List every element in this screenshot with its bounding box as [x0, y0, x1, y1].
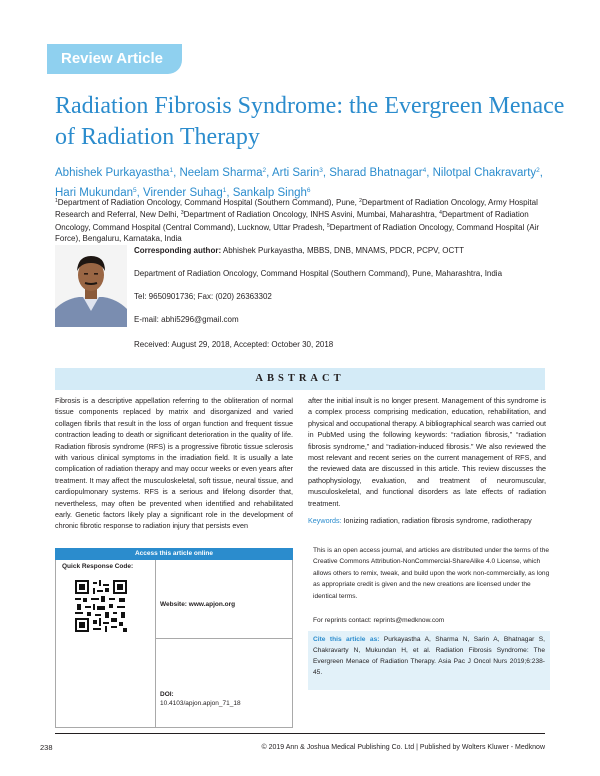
reprints-contact: For reprints contact: reprints@medknow.com: [313, 617, 445, 624]
article-type-badge: Review Article: [47, 44, 182, 74]
qr-label: Quick Response Code:: [62, 563, 134, 570]
affiliations: $^1$Department of Radiation Oncology, Command Hospital (Southern Command), Pune, $^2$Department of Radiation Oncology, Army Hospital Research and Referral, New Delhi, $^3$Department of Radiation Oncology, INHS Asvini, Mumbai, Maharashtra, $^4$Department of Radiation Oncology, Command Hospital (Central Command), Lucknow, Uttar Pradesh, $^5$Department of Radiation Oncology, Command Hospital (Air Force), Bengaluru, Karnataka, India: [55, 198, 540, 244]
access-heading: Access this article online: [55, 548, 293, 560]
doi-label: DOI:: [160, 691, 174, 698]
footer-divider: [55, 733, 545, 734]
cite-label: Cite this article as:: [313, 636, 380, 643]
publisher-footer: © 2019 Ann & Joshua Medical Publishing Co. Ltd | Published by Wolters Kluwer - Medknow: [261, 744, 545, 751]
journal-website[interactable]: Website: www.apjon.org: [160, 601, 236, 608]
doi-value[interactable]: 10.4103/apjon.apjon_71_18: [160, 700, 241, 707]
author-name: Neelam Sharma: [179, 167, 263, 179]
author-name: Hari Mukundan: [55, 187, 133, 199]
author-name: Abhishek Purkayastha: [55, 167, 170, 179]
corresponding-phone: Tel: 9650901736; Fax: (020) 26363302: [134, 292, 272, 301]
author-list: Abhishek Purkayastha$^1$, Neelam Sharma$^2$, Arti Sarin$^3$, Sharad Bhatnagar$^4$, Nilotpal Chakravarty$^2$, Hari Mukundan$^5$, Virender Suhag$^1$, Sankalp Singh$^6$: [55, 167, 543, 199]
received-dates: Received: August 29, 2018, Accepted: October 30, 2018: [134, 340, 334, 349]
keywords: Ionizing radiation, radiation fibrosis syndrome, radiotherapy: [341, 516, 532, 526]
article-title: Radiation Fibrosis Syndrome: the Evergreen Menace of Radiation Therapy: [55, 93, 565, 150]
abstract-heading: ABSTRACT: [55, 368, 545, 390]
divider: [155, 560, 156, 728]
corresponding-address: Department of Radiation Oncology, Command Hospital (Southern Command), Pune, Maharashtra, India: [134, 269, 503, 278]
author-name: Nilotpal Chakravarty: [432, 167, 537, 179]
license-text: This is an open access journal, and articles are distributed under the terms of the Creative Commons Attribution-NonCommercial-ShareAlike 4.0 License, which allows others to remix, tweak, and build upon the work non-commercially, as long as appropriate credit is given and the new creations are licensed under the identical terms.: [313, 547, 550, 600]
keywords-label: Keywords:: [308, 516, 342, 526]
qr-code-icon[interactable]: [75, 580, 127, 632]
citation-box: [308, 631, 550, 690]
page-number: 238: [40, 743, 53, 752]
divider: [155, 638, 293, 639]
author-name: Arti Sarin: [271, 167, 320, 179]
author-photo: [55, 245, 127, 327]
abstract-column-right: after the initial insult is no longer present. Management of this syndrome is a complex process comprising medication, education, rehabilitation, and physical and occupational therapy. A bibliographical search was carried out in PubMed using the following keywords: “radiation fibrosis,” “radiation fibrosis syndrome,” and “radiation-induced fibrosis.” We also reviewed the most relevant and recent series on the current management of RFS, and the reviewed data are discussed in this article. This review discusses the pathophysiology, evaluation, and treatment of neuromuscular, musculoskeletal, and functional disorders as late effects of radiation treatment. Keywords: Ionizing radiation, radiation fibrosis syndrome, radiotherapy: [308, 396, 546, 526]
corresponding-email: E-mail: abhi5296@gmail.com: [134, 315, 239, 324]
citation-text: Purkayastha A, Sharma N, Sarin A, Bhatnagar S, Chakravarty N, Mukundan H, et al. Radiation Fibrosis Syndrome: The Evergreen Menace of Radiation Therapy. Asia Pac J Oncol Nurs 2019;6:238-45.: [313, 636, 545, 676]
author-name: Virender Suhag: [143, 187, 223, 199]
author-name: Sankalp Singh: [232, 187, 307, 199]
author-name: Sharad Bhatnagar: [329, 167, 423, 179]
abstract-column-left: Fibrosis is a descriptive appellation referring to the obliteration of normal tissue components replaced by matrix and disorganized and varied collagen fibrils that result in the loss of organ function and frequent tissue contraction leading to death or significant deterioration in the quality of life. Radiation fibrosis syndrome (RFS) is a progressive fibrotic tissue sclerosis with various clinical symptoms in the irradiation field. It is usually a late complication of radiation therapy and may occur weeks or even years after treatment. It may affect the musculoskeletal, soft tissue, neural tissue, and cardiopulmonary systems. RFS is a serious and lifelong disorder that, nevertheless, may often be prevented when identified and rehabilitated early. Genetic factors likely play a significant role in the development of chronic fibrotic response to radiation injury that persists even: [55, 396, 293, 531]
corresponding-author: Corresponding author: Abhishek Purkayastha, MBBS, DNB, MNAMS, PDCR, PCPV, OCTT: [134, 246, 464, 255]
